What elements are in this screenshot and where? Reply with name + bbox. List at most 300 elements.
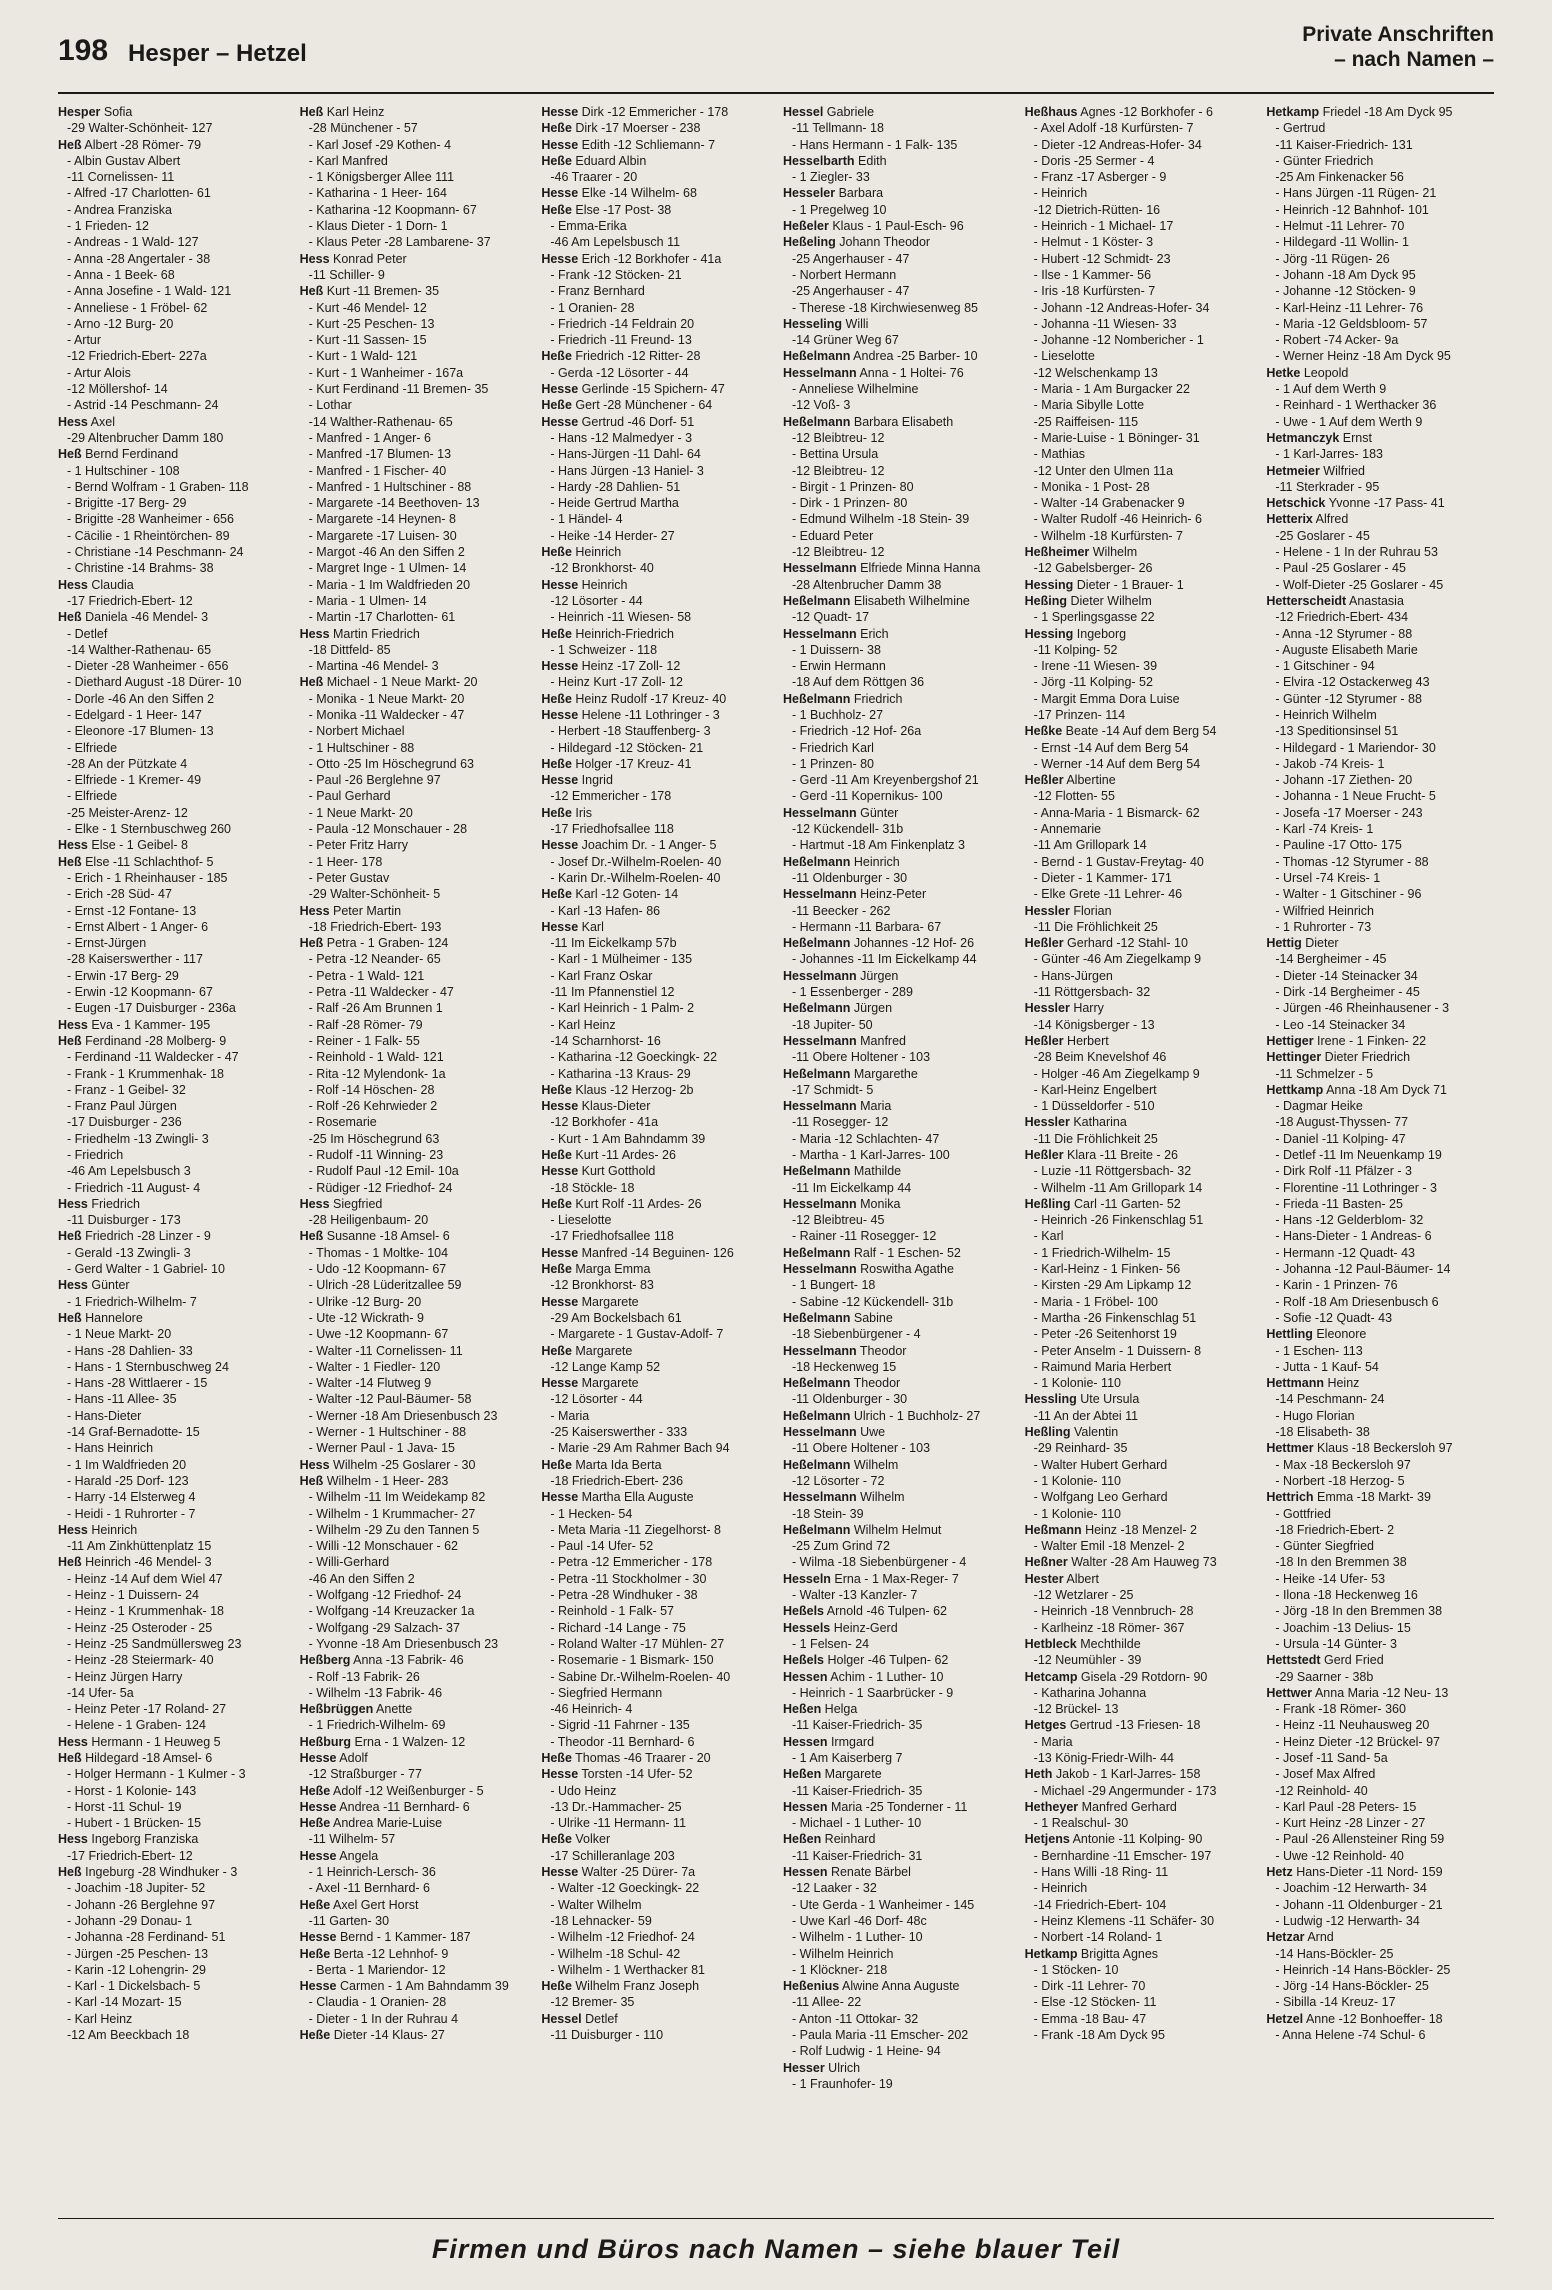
listing-entry: [300, 1554, 528, 1570]
entry-details: - Sabine Dr.-Wilhelm-Roelen- 40: [550, 1669, 731, 1684]
entry-details: Dieter - 1 Brauer- 1: [1073, 577, 1184, 592]
entry-details: - Helmut -11 Lehrer- 70: [1275, 219, 1405, 234]
entry-details: - 1 Auf dem Werth 9: [1275, 382, 1387, 397]
entry-details: - Andrea Franziska: [67, 202, 172, 217]
listing-entry: [541, 1799, 769, 1815]
listing-entry: [58, 137, 286, 153]
listing-entry: [541, 1978, 769, 1994]
listing-entry: [58, 348, 286, 364]
entry-details: Anna -13 Fabrik- 46: [350, 1653, 464, 1668]
entry-details: -14 Königsberger - 13: [1033, 1017, 1155, 1032]
entry-details: - 1 Gitschiner - 94: [1275, 659, 1375, 674]
listing-entry: [58, 2027, 286, 2043]
listing-entry: [1266, 218, 1494, 234]
entry-details: - Kurt -25 Peschen- 13: [308, 316, 435, 331]
listing-entry: [1025, 1391, 1253, 1407]
entry-details: - Udo Heinz: [550, 1783, 617, 1798]
entry-surname: Heßen: [783, 1832, 822, 1847]
entry-details: Martin Friedrich: [329, 626, 420, 641]
listing-entry: [783, 1375, 1011, 1391]
entry-surname: Heße: [541, 887, 572, 902]
entry-details: - Axel Adolf -18 Kurfürsten- 7: [1033, 121, 1194, 136]
entry-details: - Karl -13 Hafen- 86: [550, 903, 661, 918]
listing-entry: [783, 642, 1011, 658]
entry-surname: Hettiger: [1266, 1033, 1314, 1048]
entry-surname: Hetzel: [1266, 2011, 1304, 2026]
listing-entry: [300, 723, 528, 739]
listing-entry: [58, 1603, 286, 1619]
entry-surname: Heßing: [1024, 593, 1068, 608]
entry-details: - Albin Gustav Albert: [67, 153, 181, 168]
listing-entry: [541, 120, 769, 136]
entry-details: - Ursel -74 Kreis- 1: [1275, 870, 1381, 885]
listing-entry: [1025, 1082, 1253, 1098]
listing-entry: [1266, 756, 1494, 772]
listing-entry: [541, 886, 769, 902]
entry-details: -11 Kaiser-Friedrich- 35: [792, 1718, 923, 1733]
listing-entry: [541, 137, 769, 153]
entry-surname: Heßelmann: [783, 1164, 851, 1179]
entry-details: Martha Ella Auguste: [578, 1490, 694, 1505]
listing-entry: [1025, 1147, 1253, 1163]
listing-entry: [783, 577, 1011, 593]
listing-entry: [1025, 365, 1253, 381]
entry-details: - Emma-Erika: [550, 219, 627, 234]
listing-entry: [783, 1147, 1011, 1163]
entry-details: -12 Bleibtreu- 12: [792, 463, 885, 478]
listing-entry: [783, 511, 1011, 527]
listing-entry: [783, 1913, 1011, 1929]
listing-entry: [1266, 1652, 1494, 1668]
listing-entry: [541, 593, 769, 609]
listing-entry: [300, 381, 528, 397]
listing-entry: [1025, 1212, 1253, 1228]
entry-details: Heinrich-Friedrich: [571, 626, 675, 641]
listing-entry: [541, 1620, 769, 1636]
entry-details: -14 Bergheimer - 45: [1275, 952, 1387, 967]
listing-entry: [300, 544, 528, 560]
listing-entry: [1266, 984, 1494, 1000]
entry-details: - Thomas -12 Styrumer - 88: [1275, 854, 1429, 869]
listing-entry: [541, 348, 769, 364]
listing-entry: [300, 1473, 528, 1489]
entry-details: Dieter -14 Klaus- 27: [330, 2028, 445, 2043]
listing-entry: [1025, 788, 1253, 804]
listing-entry: [1025, 1017, 1253, 1033]
listing-entry: [300, 1913, 528, 1929]
entry-details: - Josefa -17 Moerser - 243: [1275, 805, 1423, 820]
listing-entry: [58, 674, 286, 690]
listing-entry: [1266, 528, 1494, 544]
listing-entry: [541, 1831, 769, 1847]
entry-details: Manfred: [856, 1033, 906, 1048]
listing-entry: [783, 153, 1011, 169]
listing-columns: [58, 104, 1494, 2212]
entry-surname: Hesse: [541, 773, 579, 788]
entry-surname: Hesse: [541, 1376, 579, 1391]
listing-entry: [1266, 2011, 1494, 2027]
entry-details: - Paula -12 Monschauer - 28: [308, 822, 468, 837]
entry-details: - Monika - 1 Neue Markt- 20: [308, 691, 465, 706]
entry-details: - 1 Kolonie- 110: [1033, 1376, 1121, 1391]
listing-entry: [1266, 1033, 1494, 1049]
listing-entry: [58, 1066, 286, 1082]
entry-details: - Hardy -28 Dahlien- 51: [550, 479, 681, 494]
entry-details: - Else -12 Stöcken- 11: [1033, 1995, 1157, 2010]
listing-entry: [1266, 479, 1494, 495]
listing-entry: [541, 1424, 769, 1440]
listing-entry: [1025, 1554, 1253, 1570]
entry-details: - Alfred -17 Charlotten- 61: [67, 186, 211, 201]
listing-entry: [58, 414, 286, 430]
listing-entry: [541, 903, 769, 919]
listing-entry: [541, 1571, 769, 1587]
entry-details: - Kurt - 1 Am Bahndamm 39: [550, 1131, 706, 1146]
listing-entry: [1025, 1424, 1253, 1440]
listing-entry: [783, 919, 1011, 935]
entry-details: Karl Heinz: [323, 105, 385, 119]
entry-details: Beate -14 Auf dem Berg 54: [1062, 724, 1217, 739]
listing-column-1: [58, 104, 286, 2212]
entry-surname: Hess: [299, 626, 330, 641]
entry-surname: Hesse: [541, 659, 579, 674]
listing-entry: [58, 104, 286, 120]
listing-entry: [58, 251, 286, 267]
listing-entry: [1266, 593, 1494, 609]
entry-surname: Heße: [541, 1979, 572, 1994]
entry-details: -25 Goslarer - 45: [1275, 528, 1370, 543]
listing-entry: [1266, 1098, 1494, 1114]
listing-entry: [1025, 1571, 1253, 1587]
entry-details: - Karl - 1 Dickelsbach- 5: [67, 1979, 201, 1994]
listing-entry: [1025, 218, 1253, 234]
entry-details: - Udo -12 Koopmann- 67: [308, 1262, 447, 1277]
listing-entry: [541, 430, 769, 446]
entry-details: - Elfriede: [67, 789, 118, 804]
listing-entry: [1266, 446, 1494, 462]
listing-entry: [1266, 658, 1494, 674]
entry-details: - Heinz Kurt -17 Zoll- 12: [550, 675, 684, 690]
listing-entry: [1266, 2027, 1494, 2043]
entry-details: Harry: [1069, 1001, 1104, 1016]
entry-surname: Heße: [299, 1946, 331, 1961]
listing-entry: [300, 414, 528, 430]
entry-details: - Brigitte -17 Berg- 29: [67, 496, 187, 511]
listing-entry: [300, 1587, 528, 1603]
entry-details: - Horst - 1 Kolonie- 143: [67, 1783, 197, 1798]
listing-entry: [58, 234, 286, 250]
entry-details: -46 Traarer - 20: [550, 170, 638, 185]
entry-details: Gabriele: [823, 105, 875, 119]
listing-entry: [58, 1033, 286, 1049]
entry-details: - Edmund Wilhelm -18 Stein- 39: [792, 512, 970, 527]
listing-entry: [783, 1685, 1011, 1701]
listing-entry: [1266, 511, 1494, 527]
entry-surname: Heße: [541, 691, 572, 706]
entry-surname: Hetterix: [1266, 512, 1313, 527]
entry-details: - Walter - 1 Gitschiner - 96: [1275, 887, 1422, 902]
listing-entry: [783, 169, 1011, 185]
entry-details: - Holger -46 Am Ziegelkamp 9: [1033, 1066, 1200, 1081]
entry-surname: Hettinger: [1266, 1050, 1322, 1065]
listing-entry: [300, 707, 528, 723]
listing-entry: [300, 234, 528, 250]
listing-entry: [783, 430, 1011, 446]
entry-details: Axel Gert Horst: [330, 1897, 419, 1912]
listing-entry: [1025, 1538, 1253, 1554]
listing-entry: [783, 348, 1011, 364]
listing-entry: [1025, 756, 1253, 772]
entry-details: - Maria - 1 Am Burgacker 22: [1033, 382, 1190, 397]
listing-entry: [1025, 1310, 1253, 1326]
entry-details: - Petra -12 Neander- 65: [308, 952, 441, 967]
entry-details: -46 Am Lepelsbusch 11: [550, 235, 681, 250]
listing-entry: [541, 1538, 769, 1554]
listing-entry: [541, 1685, 769, 1701]
entry-surname: Hesse: [541, 1767, 579, 1782]
entry-details: - Hans Jürgen -11 Rügen- 21: [1275, 186, 1437, 201]
entry-details: Ingrid: [578, 773, 613, 788]
entry-details: - Norbert -18 Herzog- 5: [1275, 1473, 1405, 1488]
entry-details: Heinz-Peter: [856, 887, 927, 902]
listing-entry: [783, 1652, 1011, 1668]
listing-entry: [1025, 1864, 1253, 1880]
entry-surname: Heß: [58, 854, 82, 869]
entry-details: - Daniel -11 Kolping- 47: [1275, 1131, 1406, 1146]
entry-surname: Hesselmann: [783, 968, 857, 983]
listing-entry: [541, 1326, 769, 1342]
entry-details: - Werner Paul - 1 Java- 15: [308, 1441, 456, 1456]
entry-details: Friedrich: [850, 691, 903, 706]
listing-entry: [1266, 1000, 1494, 1016]
entry-surname: Hesselmann: [783, 1033, 857, 1048]
entry-details: Wilhelm: [1089, 545, 1138, 560]
listing-entry: [58, 495, 286, 511]
entry-details: Karl -12 Goten- 14: [571, 887, 679, 902]
listing-entry: [1025, 495, 1253, 511]
entry-details: - Walter -12 Goeckingk- 22: [550, 1881, 700, 1896]
listing-entry: [58, 1554, 286, 1570]
entry-details: - Erwin -12 Koopmann- 67: [67, 985, 213, 1000]
entry-details: -11 Wilhelm- 57: [308, 1832, 396, 1847]
listing-entry: [1025, 1375, 1253, 1391]
entry-details: - Arno -12 Burg- 20: [67, 316, 174, 331]
entry-details: - Friedrich: [67, 1148, 124, 1162]
listing-entry: [1266, 740, 1494, 756]
listing-entry: [300, 1196, 528, 1212]
entry-details: Margarete: [578, 1376, 639, 1391]
listing-entry: [300, 1131, 528, 1147]
listing-entry: [783, 1424, 1011, 1440]
entry-details: Sofia: [100, 105, 133, 119]
listing-entry: [58, 951, 286, 967]
entry-details: Barbara Elisabeth: [850, 414, 954, 429]
entry-surname: Hettmann: [1266, 1376, 1324, 1391]
entry-details: - Walter Emil -18 Menzel- 2: [1033, 1539, 1185, 1554]
entry-surname: Hessel: [541, 2011, 582, 2026]
entry-details: - Axel -11 Bernhard- 6: [308, 1881, 431, 1896]
listing-entry: [300, 1897, 528, 1913]
entry-details: Thomas -46 Traarer - 20: [571, 1750, 711, 1765]
entry-details: Kurt Rolf -11 Ardes- 26: [571, 1196, 702, 1211]
entry-details: Ute Ursula: [1076, 1392, 1140, 1407]
entry-details: - 1 Friedrich-Wilhelm- 15: [1033, 1245, 1171, 1260]
listing-entry: [58, 1701, 286, 1717]
entry-details: - Ludwig -12 Herwarth- 34: [1275, 1913, 1420, 1928]
listing-entry: [300, 984, 528, 1000]
entry-details: - 1 Heer- 178: [308, 854, 383, 869]
listing-entry: [783, 1620, 1011, 1636]
entry-details: - Gerd -11 Kopernikus- 100: [792, 789, 943, 804]
entry-details: - Manfred - 1 Hultschiner - 88: [308, 479, 472, 494]
listing-entry: [58, 1489, 286, 1505]
listing-entry: [58, 316, 286, 332]
listing-entry: [58, 528, 286, 544]
entry-details: Willi: [842, 316, 869, 331]
listing-entry: [1025, 903, 1253, 919]
listing-entry: [58, 1473, 286, 1489]
entry-details: - Werner -18 Am Driesenbusch 23: [308, 1408, 498, 1423]
entry-details: -11 Im Eickelkamp 57b: [550, 936, 677, 951]
entry-details: - Uwe -12 Reinhold- 40: [1275, 1848, 1404, 1863]
listing-entry: [1025, 674, 1253, 690]
listing-entry: [1266, 153, 1494, 169]
listing-entry: [58, 756, 286, 772]
entry-details: - Robert -74 Acker- 9a: [1275, 333, 1399, 348]
entry-surname: Heßelmann: [783, 691, 851, 706]
entry-details: Klaus-Dieter: [578, 1099, 651, 1114]
entry-details: -12 Friedrich-Ebert- 434: [1275, 610, 1409, 625]
entry-details: - Maria - 1 Ulmen- 14: [308, 593, 427, 608]
entry-details: - Monika -11 Waldecker - 47: [308, 707, 465, 722]
entry-details: - Heinz -25 Sandmüllersweg 23: [67, 1636, 242, 1651]
entry-details: - Johanna -28 Ferdinand- 51: [67, 1930, 226, 1945]
entry-details: - Hubert -12 Schmidt- 23: [1033, 251, 1171, 266]
entry-details: - Johanna -11 Wiesen- 33: [1033, 316, 1177, 331]
listing-entry: [300, 1636, 528, 1652]
entry-surname: Hesselmann: [783, 1262, 857, 1277]
entry-details: Arnd: [1304, 1930, 1334, 1945]
listing-entry: [1025, 202, 1253, 218]
entry-details: -11 Sterkrader - 95: [1275, 479, 1380, 494]
listing-entry: [1025, 968, 1253, 984]
listing-entry: [541, 544, 769, 560]
entry-surname: Heßelmann: [783, 593, 851, 608]
entry-surname: Hesseln: [783, 1571, 831, 1586]
listing-entry: [300, 1049, 528, 1065]
listing-entry: [783, 609, 1011, 625]
listing-entry: [783, 137, 1011, 153]
listing-entry: [1266, 626, 1494, 642]
entry-details: - Kurt - 1 Wald- 121: [308, 349, 418, 364]
entry-details: -18 August-Thyssen- 77: [1275, 1115, 1409, 1130]
entry-details: Marga Emma: [571, 1262, 651, 1277]
entry-surname: Hessen: [783, 1734, 828, 1749]
listing-entry: [1266, 1294, 1494, 1310]
listing-entry: [58, 870, 286, 886]
listing-entry: [783, 837, 1011, 853]
entry-details: -18 Stein- 39: [792, 1506, 864, 1521]
entry-details: Klaus -18 Beckersloh 97: [1313, 1441, 1453, 1456]
entry-details: - Günter -46 Am Ziegelkamp 9: [1033, 952, 1202, 967]
entry-details: -14 Friedrich-Ebert- 104: [1033, 1897, 1167, 1912]
listing-entry: [541, 1880, 769, 1896]
entry-surname: Heßenius: [783, 1979, 840, 1994]
entry-details: - Hildegard - 1 Mariendor- 30: [1275, 740, 1436, 755]
listing-entry: [58, 365, 286, 381]
listing-entry: [541, 1848, 769, 1864]
entry-details: - Dorle -46 An den Siffen 2: [67, 691, 215, 706]
listing-entry: [300, 626, 528, 642]
entry-details: - Hans Jürgen -13 Haniel- 3: [550, 463, 704, 478]
listing-entry: [300, 495, 528, 511]
listing-entry: [300, 430, 528, 446]
listing-entry: [1266, 1717, 1494, 1733]
entry-details: - Wilhelm - 1 Luther- 10: [792, 1930, 923, 1945]
entry-surname: Hesselmann: [783, 626, 857, 641]
entry-details: -12 Neumühler - 39: [1033, 1653, 1142, 1668]
entry-surname: Heße: [541, 1082, 572, 1097]
listing-entry: [58, 968, 286, 984]
listing-entry: [300, 756, 528, 772]
entry-details: Heinz -18 Menzel- 2: [1081, 1522, 1197, 1537]
entry-details: - 1 Händel- 4: [550, 512, 623, 527]
listing-entry: [1266, 397, 1494, 413]
entry-details: - 1 Stöcken- 10: [1033, 1962, 1119, 1977]
entry-details: Elisabeth Wilhelmine: [850, 593, 970, 608]
listing-entry: [1266, 1489, 1494, 1505]
entry-details: -11 Obere Holtener - 103: [792, 1050, 931, 1065]
listing-entry: [783, 1294, 1011, 1310]
listing-entry: [541, 854, 769, 870]
entry-details: - 1 Klöckner- 218: [792, 1962, 888, 1977]
entry-details: Ralf - 1 Eschen- 52: [850, 1245, 961, 1260]
listing-entry: [300, 511, 528, 527]
entry-details: Margarethe: [850, 1066, 918, 1081]
listing-entry: [1025, 1652, 1253, 1668]
entry-details: -12 Bronkhorst- 83: [550, 1278, 654, 1293]
listing-entry: [783, 1880, 1011, 1896]
entry-details: - Norbert Michael: [308, 724, 405, 739]
entry-details: - Rudolf -11 Winning- 23: [308, 1148, 444, 1162]
listing-entry: [1266, 1228, 1494, 1244]
entry-surname: Hetcamp: [1024, 1669, 1078, 1684]
listing-entry: [58, 185, 286, 201]
listing-entry: [58, 446, 286, 462]
listing-entry: [541, 1294, 769, 1310]
entry-details: - Hans-Jürgen: [1033, 968, 1113, 983]
entry-details: -14 Graf-Bernadotte- 15: [67, 1425, 200, 1440]
listing-entry: [58, 1587, 286, 1603]
entry-surname: Hesse: [541, 1099, 579, 1114]
listing-entry: [1025, 544, 1253, 560]
entry-surname: Heße: [541, 1457, 572, 1472]
entry-details: - Petra - 1 Wald- 121: [308, 968, 425, 983]
entry-surname: Heß: [299, 1229, 324, 1244]
entry-details: - Frank -18 Römer- 360: [1275, 1702, 1406, 1717]
entry-details: - Irene -11 Wiesen- 39: [1033, 659, 1158, 674]
listing-entry: [783, 1946, 1011, 1962]
listing-entry: [58, 1391, 286, 1407]
entry-surname: Hesse: [541, 1865, 579, 1880]
entry-details: - Margarete -14 Heynen- 8: [308, 512, 456, 527]
listing-entry: [783, 1636, 1011, 1652]
entry-details: - 1 Sperlingsgasse 22: [1033, 610, 1155, 625]
listing-entry: [58, 1294, 286, 1310]
entry-details: - 1 Heinrich-Lersch- 36: [308, 1865, 436, 1880]
listing-entry: [58, 1962, 286, 1978]
entry-details: Eva - 1 Kammer- 195: [87, 1017, 211, 1032]
